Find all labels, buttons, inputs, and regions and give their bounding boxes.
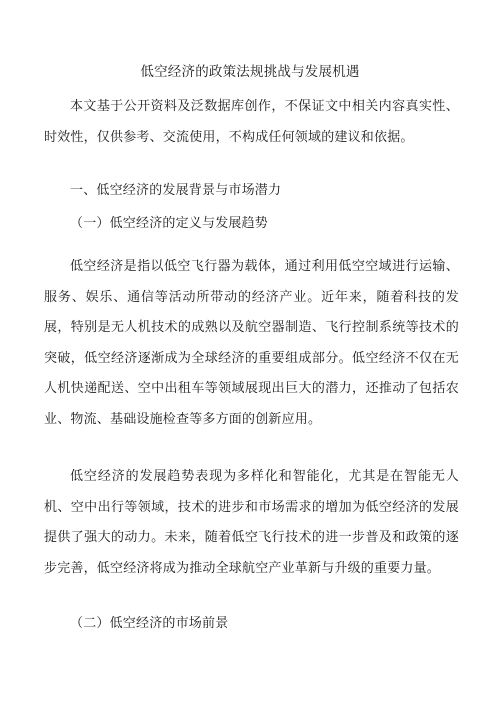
- section-heading-1: 一、低空经济的发展背景与市场潜力: [70, 183, 282, 198]
- document-title: 低空经济的政策法规挑战与发展机遇: [140, 64, 360, 80]
- disclaimer-paragraph: 本文基于公开资料及泛数据库创作，不保证文中相关内容真实性、时效性，仅供参考、交流使用，不构成任何领域的建议和依据。: [44, 99, 459, 145]
- subsection-heading-2: （二）低空经济的市场前景: [70, 616, 229, 631]
- body-paragraph-2: 低空经济的发展趋势表现为多样化和智能化，尤其是在智能无人机、空中出行等领域，技术的进步和市场需求的增加为低空经济的发展提供了强大的动力。未来，随着低空飞行技术的进一步普及和政策的逐步完善，低空经济将成为推动全球航空产业革新与升级的重要力量。: [44, 469, 459, 576]
- subsection-heading-1: （一）低空经济的定义与发展趋势: [70, 216, 269, 231]
- body-paragraph-1: 低空经济是指以低空飞行器为载体，通过利用低空空域进行运输、服务、娱乐、通信等活动所带动的经济产业。近年来，随着科技的发展，特别是无人机技术的成熟以及航空器制造、飞行控制系统等技术的突破，低空经济逐渐成为全球经济的重要组成部分。低空经济不仅在无人机快递配送、空中出租车等领域展现出巨大的潜力，还推动了包括农业、物流、基础设施检查等多方面的创新应用。: [44, 259, 459, 427]
